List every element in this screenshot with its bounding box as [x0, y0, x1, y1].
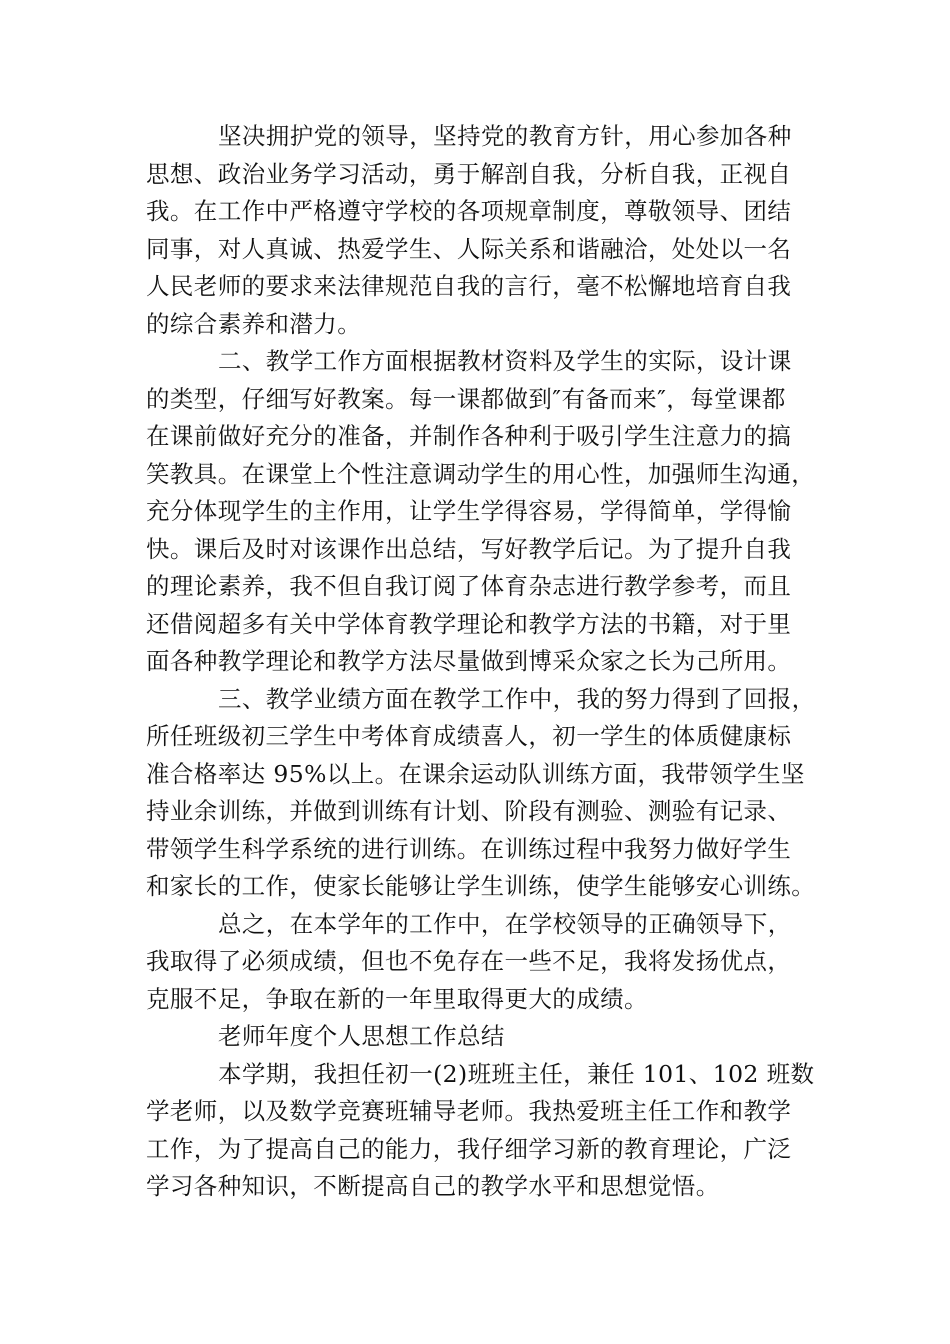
- text-line: 克服不足，争取在新的一年里取得更大的成绩。: [146, 984, 648, 1013]
- text-line: 二、教学工作方面根据教材资料及学生的实际，设计课: [218, 347, 792, 375]
- text-line: 的类型，仔细写好教案。每一课都做到″有备而来″，每堂课都: [146, 384, 786, 413]
- section-heading: [146, 1018, 802, 1056]
- text-line: 学习各种知识，不断提高自己的教学水平和思想觉悟。: [146, 1172, 720, 1200]
- text-line: 我取得了必须成绩，但也不免存在一些不足，我将发扬优点，: [146, 947, 792, 975]
- text-line: 人民老师的要求来法律规范自我的言行，毫不松懈地培育自我: [146, 272, 792, 300]
- text-line: 思想、政治业务学习活动，勇于解剖自我，分析自我，正视自: [146, 159, 792, 188]
- text-line: 带领学生科学系统的进行训练。在训练过程中我努力做好学生: [146, 834, 792, 863]
- text-line: 三、教学业绩方面在教学工作中，我的努力得到了回报，: [218, 684, 816, 713]
- text-line: 还借阅超多有关中学体育教学理论和教学方法的书籍，对于里: [146, 609, 792, 638]
- text-line: 的综合素养和潜力。: [146, 309, 362, 338]
- paragraph: [146, 118, 802, 343]
- heading-text: 老师年度个人思想工作总结: [218, 1022, 505, 1050]
- text-line: 充分体现学生的主作用，让学生学得容易，学得简单，学得愉: [146, 497, 792, 525]
- text-line: 在课前做好充分的准备，并制作各种利于吸引学生注意力的搞: [146, 422, 792, 450]
- paragraph: [146, 1056, 815, 1206]
- text-line: 快。课后及时对该课作出总结，写好教学后记。为了提升自我: [146, 534, 792, 563]
- paragraph: [146, 906, 802, 1019]
- text-line: 学老师，以及数学竞赛班辅导老师。我热爱班主任工作和教学: [146, 1097, 792, 1125]
- text-line: 笑教具。在课堂上个性注意调动学生的用心性，加强师生沟通，: [146, 459, 816, 488]
- text-line: 总之，在本学年的工作中，在学校领导的正确领导下，: [218, 909, 792, 938]
- text-line: 准合格率达 95%以上。在课余运动队训练方面，我带领学生坚: [146, 759, 805, 788]
- text-line: 坚决拥护党的领导，坚持党的教育方针，用心参加各种: [218, 122, 792, 150]
- text-line: 我。在工作中严格遵守学校的各项规章制度，尊敬领导、团结: [146, 197, 792, 225]
- text-line: 工作，为了提高自己的能力，我仔细学习新的教育理论，广泛: [146, 1134, 792, 1163]
- text-line: 同事，对人真诚、热爱学生、人际关系和谐融洽，处处以一名: [146, 234, 792, 263]
- paragraph: [146, 681, 816, 906]
- document-body: [146, 118, 816, 1206]
- text-line: 所任班级初三学生中考体育成绩喜人，初一学生的体质健康标: [146, 722, 792, 750]
- text-line: 面各种教学理论和教学方法尽量做到博采众家之长为己所用。: [146, 647, 792, 675]
- text-line: 持业余训练，并做到训练有计划、阶段有测验、测验有记录、: [146, 797, 792, 825]
- text-line: 本学期，我担任初一(2)班班主任，兼任 101、102 班数: [218, 1059, 815, 1088]
- text-line: 和家长的工作，使家长能够让学生训练，使学生能够安心训练。: [146, 872, 816, 900]
- paragraph: [146, 343, 816, 681]
- text-line: 的理论素养，我不但自我订阅了体育杂志进行教学参考，而且: [146, 572, 792, 600]
